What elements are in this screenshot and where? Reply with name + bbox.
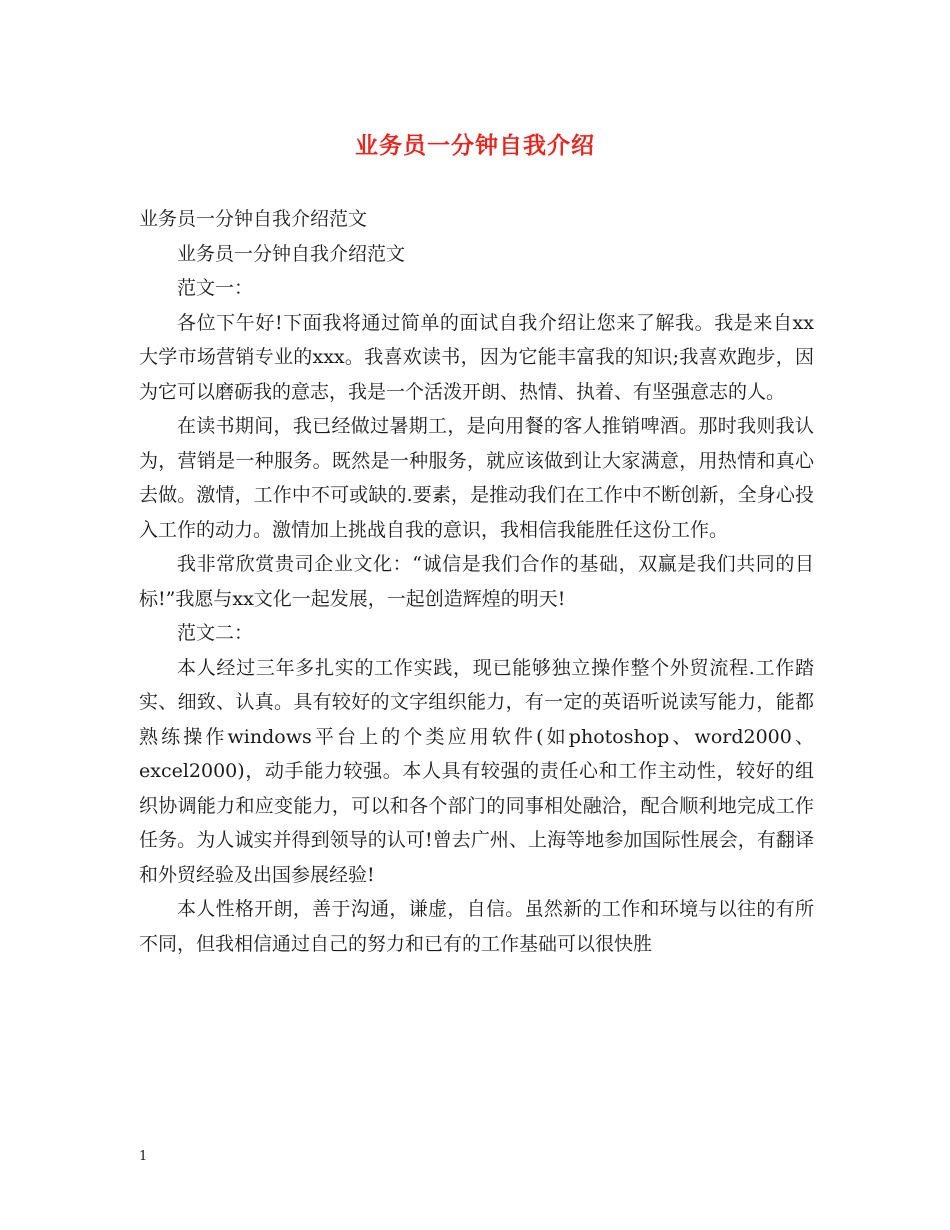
paragraph: 本人性格开朗，善于沟通，谦虚，自信。虽然新的工作和环境与以往的有所不同，但我相信通过自己的努力和已有的工作基础可以很快胜: [139, 898, 814, 955]
paragraph: 范文一：: [177, 277, 254, 299]
paragraph: 各位下午好!下面我将通过简单的面试自我介绍让您来了解我。我是来自xx大学市场营销专业的xxx。我喜欢读书，因为它能丰富我的知识;我喜欢跑步，因为它可以磨砺我的意志，我是一个活泼开朗、热情、执着、有坚强意志的人。: [139, 311, 814, 403]
page-number: 1: [139, 1149, 148, 1164]
document-body: [139, 202, 814, 961]
paragraph: 业务员一分钟自我介绍范文: [139, 208, 368, 230]
paragraph: 在读书期间，我已经做过暑期工，是向用餐的客人推销啤酒。那时我则我认为，营销是一种服务。既然是一种服务，就应该做到让大家满意，用热情和真心去做。激情，工作中不可或缺的.要素，是推动我们在工作中不断创新，全身心投入工作的动力。激情加上挑战自我的意识，我相信我能胜任这份工作。: [139, 415, 814, 541]
paragraph: 业务员一分钟自我介绍范文: [177, 242, 406, 265]
paragraph: 本人经过三年多扎实的工作实践，现已能够独立操作整个外贸流程.工作踏实、细致、认真。具有较好的文字组织能力，有一定的英语听说读写能力，能都熟练操作windows平台上的个类应用软件(如photoshop、word2000、excel2000)，动手能力较强。本人具有较强的责任心和工作主动性，较好的组织协调能力和应变能力，可以和各个部门的同事相处融洽，配合顺利地完成工作任务。为人诚实并得到领导的认可!曾去广州、上海等地参加国际性展会，有翻译和外贸经验及出国参展经验!: [139, 656, 814, 886]
paragraph: 我非常欣赏贵司企业文化：“诚信是我们合作的基础，双赢是我们共同的目标!”我愿与xx文化一起发展，一起创造辉煌的明天!: [139, 553, 814, 610]
page-title: 业务员一分钟自我介绍: [355, 132, 595, 159]
paragraph: 范文二：: [177, 622, 254, 644]
